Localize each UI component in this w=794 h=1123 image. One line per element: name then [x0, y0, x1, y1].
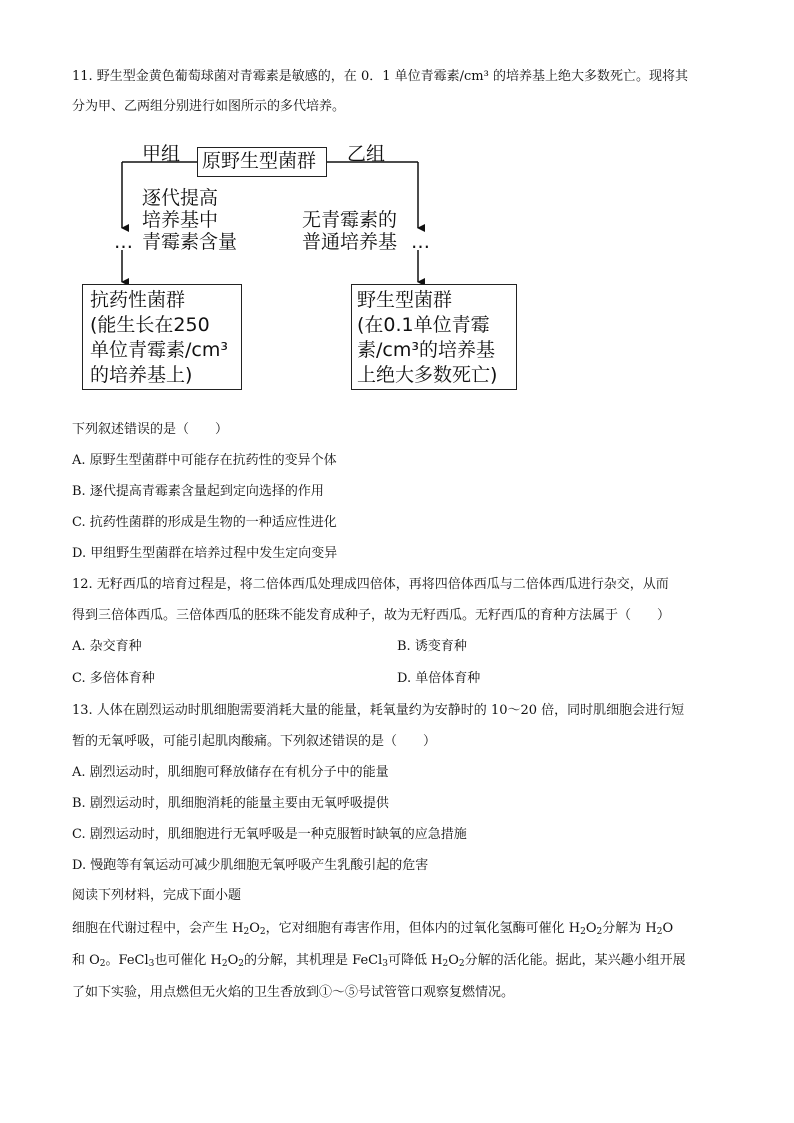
material-paragraph-line-2: 和 $O_2$。FeCl$_3$也可催化 $H_2O_2$的分解，其机理是 FeCl$_3$可降低 $H_2O_2$分解的活化能。据此，某兴趣小组开展: [72, 953, 686, 969]
q11-stem: 下列叙述错误的是（ ）: [72, 422, 229, 437]
right-process-line-2: 普通培养基: [302, 231, 398, 253]
q11-option-a: A. 原野生型菌群中可能存在抗药性的变异个体: [72, 453, 337, 468]
left-group-label: 甲组: [142, 143, 181, 165]
q12-option-d: D. 单倍体育种: [397, 671, 481, 686]
right-result-text: 野生型菌群 (在0.1单位青霉 素/cm³的培养基 上绝大多数死亡): [357, 289, 498, 386]
q13-option-d: D. 慢跑等有氧运动可减少肌细胞无氧呼吸产生乳酸引起的危害: [72, 858, 429, 873]
q12-line-2: 得到三倍体西瓜。三倍体西瓜的胚珠不能发育成种子，故为无籽西瓜。无籽西瓜的育种方法属于（ ）: [72, 608, 671, 623]
q12-option-b: B. 诱变育种: [397, 639, 467, 654]
q12-option-a: A. 杂交育种: [72, 639, 142, 654]
q11-option-c: C. 抗药性菌群的形成是生物的一种适应性进化: [72, 515, 337, 530]
left-ellipsis: …: [114, 231, 133, 253]
material-paragraph-line-1: 细胞在代谢过程中，会产生 $H_2O_2$，它对细胞有毒害作用，但体内的过氧化氢酶可催化 $H_2O_2$分解为 $H_2O$: [72, 921, 674, 937]
q13-option-b: B. 剧烈运动时，肌细胞消耗的能量主要由无氧呼吸提供: [72, 796, 389, 811]
q13-line-1: 13. 人体在剧烈运动时肌细胞需要消耗大量的能量，耗氧量约为安静时的 10～20 倍，同时肌细胞会进行短: [72, 703, 685, 718]
top-population-label: 原野生型菌群: [202, 150, 317, 172]
q13-option-c: C. 剧烈运动时，肌细胞进行无氧呼吸是一种克服暂时缺氧的应急措施: [72, 827, 467, 842]
right-ellipsis: …: [411, 231, 430, 253]
q12-option-c: C. 多倍体育种: [72, 671, 155, 686]
q11-option-b: B. 逐代提高青霉素含量起到定向选择的作用: [72, 484, 324, 499]
q13-option-a: A. 剧烈运动时，肌细胞可释放储存在有机分子中的能量: [72, 765, 389, 780]
q11-line-2: 分为甲、乙两组分别进行如图所示的多代培养。: [72, 99, 346, 114]
q13-line-2: 暂的无氧呼吸，可能引起肌肉酸痛。下列叙述错误的是（ ）: [72, 734, 437, 749]
material-intro: 阅读下列材料，完成下面小题: [72, 888, 242, 903]
q12-line-1: 12. 无籽西瓜的培育过程是，将二倍体西瓜处理成四倍体，再将四倍体西瓜与二倍体西瓜进行杂交，从而: [72, 577, 669, 592]
q11-line-1: 11. 野生型金黄色葡萄球菌对青霉素是敏感的，在 0．1 单位青霉素/cm³ 的培养基上绝大多数死亡。现将其: [72, 69, 688, 84]
right-process-line-1: 无青霉素的: [302, 209, 398, 231]
left-process-line-3: 青霉素含量: [142, 231, 238, 253]
left-process-line-1: 逐代提高: [142, 187, 219, 209]
right-group-label: 乙组: [347, 143, 386, 165]
left-result-text: 抗药性菌群 (能生长在250 单位青霉素/cm³ 的培养基上): [90, 289, 228, 386]
left-process-line-2: 培养基中: [142, 209, 219, 231]
culture-diagram: [0, 0, 794, 420]
material-paragraph-line-3: 了如下实验，用点燃但无火焰的卫生香放到①～⑤号试管管口观察复燃情况。: [72, 985, 515, 1000]
q11-option-d: D. 甲组野生型菌群在培养过程中发生定向变异: [72, 546, 338, 561]
